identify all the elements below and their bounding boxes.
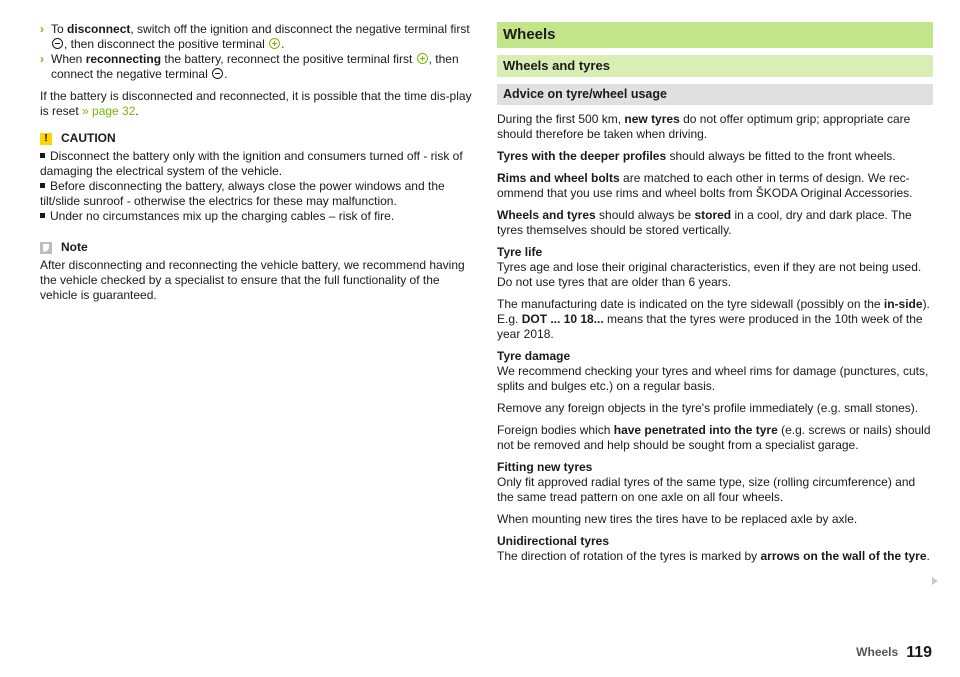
caution-item: Disconnect the battery only with the ignition and consumers turned off - risk of damaging the electrical system of the vehicle.	[40, 149, 463, 178]
step-disconnect: › To disconnect, switch off the ignition and disconnect the negative terminal first , then disconnect the positive terminal .	[40, 22, 470, 51]
paragraph-foreign-bodies: Foreign bodies which have penetrated into the tyre (e.g. screws or nails) should not be removed and help should be sought from a specialist garage.	[497, 423, 931, 452]
step-arrow-icon: ›	[40, 22, 44, 36]
caution-item: Before disconnecting the battery, always close the power windows and the tilt/slide sunroof - otherwise the electrics for these may malfunction.	[40, 179, 445, 208]
note-icon	[40, 242, 52, 254]
step-reconnect: › When reconnecting the battery, reconnect the positive terminal first , then connect the negative terminal .	[40, 52, 459, 81]
unidirectional-title: Unidirectional tyres	[497, 534, 610, 548]
section-heading: Wheels and tyres	[497, 55, 933, 77]
step-arrow-icon: ›	[40, 52, 44, 66]
paragraph-tyre-life: Tyre life Tyres age and lose their original characteristics, even if they are not being used. Do not use tyres that are older than 6 years.	[497, 245, 933, 290]
reset-paragraph: If the battery is disconnected and reconnected, it is possible that the time dis-play is reset » page 32.	[40, 89, 472, 118]
bullet-icon	[40, 153, 45, 158]
paragraph-tyre-damage: Tyre damage We recommend checking your tyres and wheel rims for damage (punctures, cuts, splits and bulges etc.) on a regular basis.	[497, 349, 933, 394]
tyre-life-title: Tyre life	[497, 245, 543, 259]
note-title: Note	[61, 240, 88, 254]
left-column	[40, 22, 476, 310]
note-text: After disconnecting and reconnecting the vehicle battery, we recommend having the vehicle checked by a specialist to ensure that the full functionality of the vehicle is guaranteed.	[40, 258, 465, 302]
tyre-damage-title: Tyre damage	[497, 349, 571, 363]
plus-terminal-icon	[417, 53, 428, 64]
caution-item: Under no circumstances mix up the charging cables – risk of fire.	[40, 209, 476, 224]
caution-header	[40, 131, 476, 146]
minus-terminal-icon	[212, 68, 223, 79]
fitting-title: Fitting new tyres	[497, 460, 593, 474]
caution-icon: !	[40, 133, 52, 145]
paragraph-new-tyres: During the first 500 km, new tyres do not offer optimum grip; appropriate care should therefore be taken when driving.	[497, 112, 911, 141]
plus-terminal-icon	[269, 38, 280, 49]
page-number: 119	[906, 644, 932, 661]
bullet-icon	[40, 183, 45, 188]
paragraph-fitting: Fitting new tyres Only fit approved radial tyres of the same type, size (rolling circumference) and the same tread pattern on one axle on all four wheels.	[497, 460, 933, 505]
continue-arrow-icon	[932, 577, 938, 585]
paragraph-storage: Wheels and tyres should always be stored in a cool, dry and dark place. The tyres themselves should be stored vertically.	[497, 208, 912, 237]
caution-title: CAUTION	[61, 131, 116, 145]
paragraph-foreign-objects: Remove any foreign objects in the tyre's profile immediately (e.g. small stones).	[497, 401, 919, 415]
footer-section-title: Wheels	[856, 645, 899, 659]
paragraph-manufacturing-date: The manufacturing date is indicated on the tyre sidewall (possibly on the in-side). E.g. DOT ... 10 18... means that the tyres were produced in the 10th week of the year 2018.	[497, 297, 930, 341]
paragraph-deeper-profiles: Tyres with the deeper profiles should always be fitted to the front wheels.	[497, 149, 896, 163]
subsection-heading: Advice on tyre/wheel usage	[497, 84, 933, 105]
minus-terminal-icon	[52, 38, 63, 49]
chapter-heading: Wheels	[497, 22, 933, 48]
page-footer	[856, 645, 932, 660]
right-column	[497, 22, 933, 571]
paragraph-rims: Rims and wheel bolts are matched to each other in terms of design. We rec-ommend that you use rims and wheel bolts from ŠKODA Original Accessories.	[497, 171, 913, 200]
note-header	[40, 240, 476, 255]
paragraph-mounting: When mounting new tires the tires have to be replaced axle by axle.	[497, 512, 858, 526]
page-link[interactable]: » page 32	[82, 104, 136, 118]
bullet-icon	[40, 213, 45, 218]
paragraph-unidirectional: Unidirectional tyres The direction of rotation of the tyres is marked by arrows on the wall of the tyre.	[497, 534, 933, 564]
